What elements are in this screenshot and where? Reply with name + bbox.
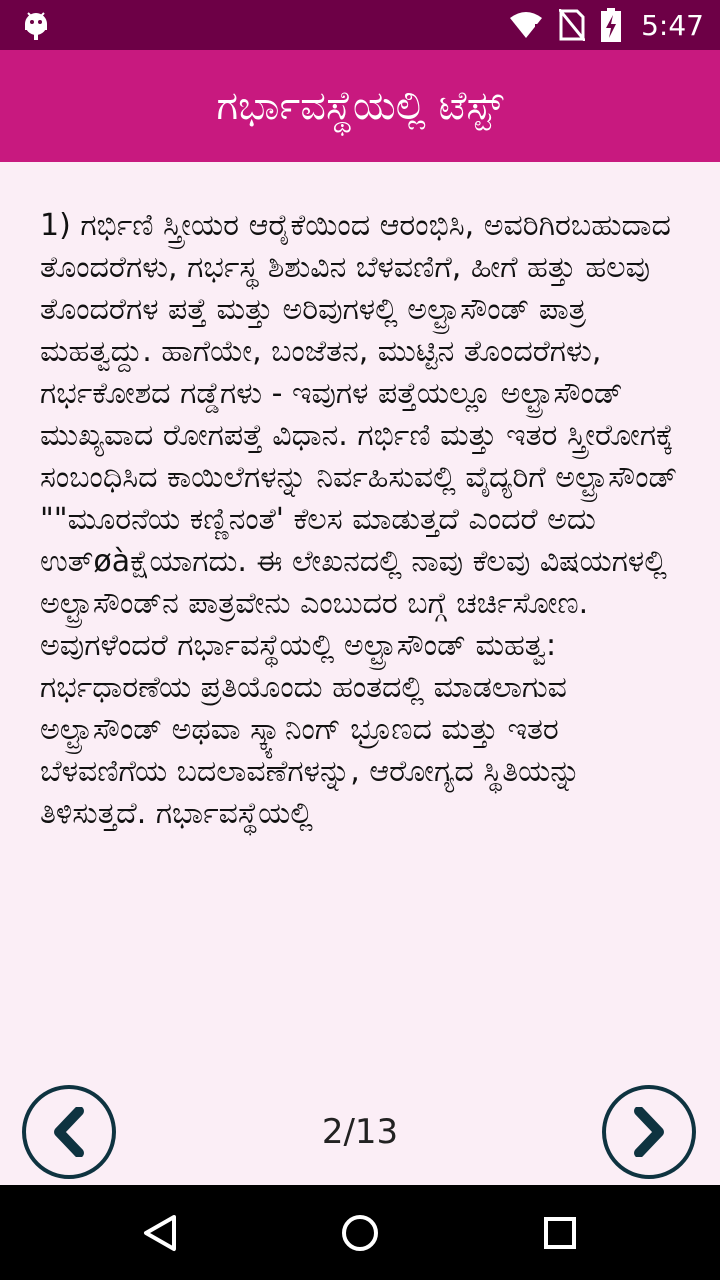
status-bar (0, 0, 720, 50)
app-bar (0, 50, 720, 162)
android-icon (22, 10, 50, 42)
recent-apps-button[interactable] (500, 1185, 620, 1280)
page-indicator: 2/13 (321, 1112, 399, 1152)
back-triangle-icon (140, 1213, 180, 1253)
wifi-icon (509, 10, 543, 40)
previous-page-button[interactable] (22, 1085, 116, 1179)
system-navigation-bar (0, 1185, 720, 1280)
battery-charging-icon (601, 8, 621, 42)
recent-apps-square-icon (540, 1213, 580, 1253)
chevron-right-icon (629, 1107, 669, 1157)
next-page-button[interactable] (602, 1085, 696, 1179)
article-text: 1) ಗರ್ಭಿಣಿ ಸ್ತ್ರೀಯರ ಆರೈಕೆಯಿಂದ ಆರಂಭಿಸಿ, ಅವರಿಗಿರಬಹುದಾದ ತೊಂದರೆಗಳು, ಗರ್ಭಸ್ಥ ಶಿಶುವಿನ ಬೆಳವಣಿಗೆ, ಹೀಗೆ ಹತ್ತು ಹಲವು ತೊಂದರೆಗಳ ಪತ್ತೆ ಮತ್ತು ಅರಿವುಗಳಲ್ಲಿ ಅಲ್ಟ್ರಾಸೌಂಡ್ ಪಾತ್ರ ಮಹತ್ವದ್ದು. ಹಾಗೆಯೇ, ಬಂಜೆತನ, ಮುಟ್ಟಿನ ತೊಂದರೆಗಳು, ಗರ್ಭಕೋಶದ ಗಡ್ಡೆಗಳು - ಇವುಗಳ ಪತ್ತೆಯಲ್ಲೂ ಅಲ್ಟ್ರಾಸೌಂಡ್ ಮುಖ್ಯವಾದ ರೋಗಪತ್ತೆ ವಿಧಾನ. ಗರ್ಭಿಣಿ ಮತ್ತು ಇತರ ಸ್ತ್ರೀರೋಗಕ್ಕೆ ಸಂಬಂಧಿಸಿದ ಕಾಯಿಲೆಗಳನ್ನು ನಿರ್ವಹಿಸುವಲ್ಲಿ ವೈದ್ಯರಿಗೆ ಅಲ್ಟ್ರಾಸೌಂಡ್ ""ಮೂರನೆಯ ಕಣ್ಣಿನಂತೆ' ಕೆಲಸ ಮಾಡುತ್ತದೆ ಎಂದರೆ ಅದು ಉತ್øàಕ್ಷೆಯಾಗದು. ಈ ಲೇಖನದಲ್ಲಿ ನಾವು ಕೆಲವು ವಿಷಯಗಳಲ್ಲಿ ಅಲ್ಟ್ರಾಸೌಂಡ್‌ನ ಪಾತ್ರವೇನು ಎಂಬುದರ ಬಗ್ಗೆ ಚರ್ಚಿಸೋಣ. ಅವುಗಳೆಂದರೆ ಗರ್ಭಾವಸ್ಥೆಯಲ್ಲಿ ಅಲ್ಟ್ರಾಸೌಂಡ್ ಮಹತ್ವ: ಗರ್ಭಧಾರಣೆಯ ಪ್ರತಿಯೊಂದು ಹಂತದಲ್ಲಿ ಮಾಡಲಾಗುವ ಅಲ್ಟ್ರಾಸೌಂಡ್ ಅಥವಾ ಸ್ಕ್ಯಾನಿಂಗ್ ಭ್ರೂಣದ ಮತ್ತು ಇತರ ಬೆಳವಣಿಗೆಯ ಬದಲಾವಣೆಗಳನ್ನು, ಆರೋಗ್ಯದ ಸ್ಥಿತಿಯನ್ನು ತಿಳಿಸುತ್ತದೆ. ಗರ್ಭಾವಸ್ಥೆಯಲ್ಲಿ (40, 208, 678, 831)
chevron-left-icon (49, 1107, 89, 1157)
no-sim-icon (559, 9, 585, 41)
home-circle-icon (340, 1213, 380, 1253)
back-button[interactable] (100, 1185, 220, 1280)
home-button[interactable] (300, 1185, 420, 1280)
page-title: ಗರ್ಭಾವಸ್ಥೆಯಲ್ಲಿ ಟೆಸ್ಟ್ (216, 83, 504, 129)
clock: 5:47 (641, 8, 704, 42)
